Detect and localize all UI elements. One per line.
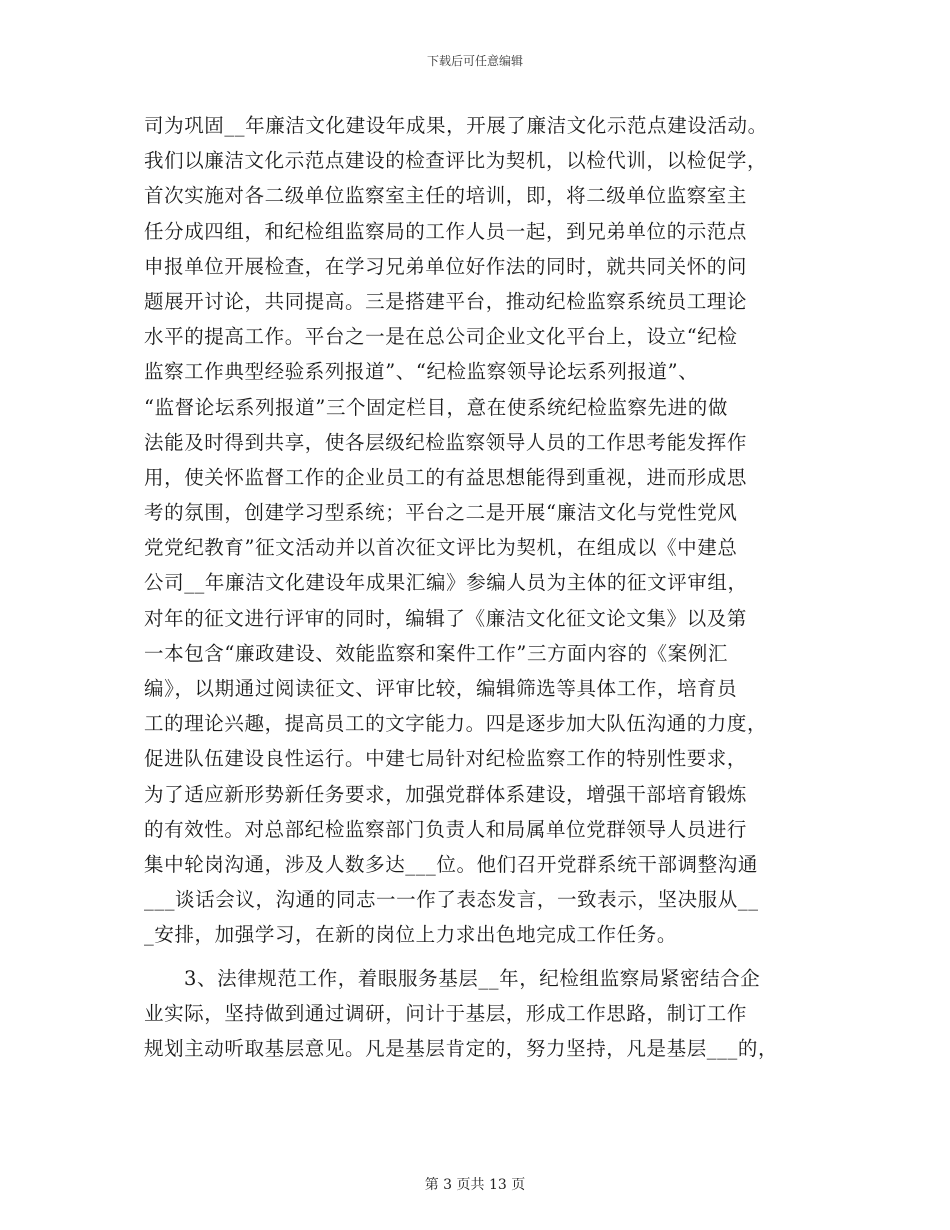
text-line: 工的理论兴趣，提高员工的文字能力。四是逐步加大队伍沟通的力度，: [144, 712, 768, 736]
text-line: 一本包含“廉政建设、效能监察和案件工作”三方面内容的《案例汇: [144, 641, 728, 665]
page-header: 下载后可任意编辑: [426, 54, 523, 68]
page-footer: 第 3 页共 13 页: [424, 1177, 526, 1193]
text-line: 党党纪教育”征文活动并以首次征文评比为契机，在组成以《中建总: [144, 536, 738, 560]
text-line: 监察工作典型经验系列报道”、“纪检监察领导论坛系列报道”、: [144, 360, 699, 384]
text-line: 首次实施对各二级单位监察室主任的培训，即，将二级单位监察室主: [144, 184, 748, 208]
text-line: 编》，以期通过阅读征文、评审比较，编辑筛选等具体工作，培育员: [144, 677, 738, 700]
text-line: _安排，加强学习，在新的岗位上力求出色地完成工作任务。: [144, 923, 677, 947]
text-line: ___谈话会议，沟通的同志一一作了表态发言，一致表示，坚决服从__: [144, 888, 759, 912]
text-line: 我们以廉洁文化示范点建设的检查评比为契机，以检代训，以检促学，: [144, 149, 768, 173]
text-line: 水平的提高工作。平台之一是在总公司企业文化平台上，设立“纪检: [144, 325, 738, 349]
text-line: 题展开讨论，共同提高。三是搭建平台，推动纪检监察系统员工理论: [144, 289, 748, 313]
paragraph-first-line: 3、法律规范工作，着眼服务基层__年，纪检组监察局紧密结合企: [184, 966, 761, 990]
paragraph-gap: [144, 953, 824, 961]
text-line: 为了适应新形势新任务要求，加强党群体系建设，增强干部培育锻炼: [144, 782, 748, 806]
text-line: 任分成四组，和纪检组监察局的工作人员一起，到兄弟单位的示范点: [144, 219, 748, 243]
text-line: 业实际，坚持做到通过调研，问计于基层，形成工作思路，制订工作: [144, 1001, 748, 1025]
text-line: 对年的征文进行评审的同时，编辑了《廉洁文化征文论文集》以及第: [144, 606, 748, 630]
text-line: 法能及时得到共享，使各层级纪检监察领导人员的工作思考能发挥作: [144, 430, 748, 454]
text-line: 用，使关怀监督工作的企业员工的有益思想能得到重视，进而形成思: [144, 465, 748, 489]
text-line: 考的氛围，创建学习型系统；平台之二是开展“廉洁文化与党性党风: [144, 501, 738, 525]
text-line: 公司__年廉洁文化建设年成果汇编》参编人员为主体的征文评审组，: [144, 571, 748, 595]
text-line: 申报单位开展检查，在学习兄弟单位好作法的同时，就共同关怀的问: [144, 254, 748, 278]
text-line: “监督论坛系列报道”三个固定栏目，意在使系统纪检监察先进的做: [144, 395, 728, 419]
text-line: 司为巩固__年廉洁文化建设年成果，开展了廉洁文化示范点建设活动。: [144, 114, 768, 137]
text-line: 规划主动听取基层意见。凡是基层肯定的，努力坚持，凡是基层___的，: [144, 1036, 779, 1060]
text-line: 促进队伍建设良性运行。中建七局针对纪检监察工作的特别性要求，: [144, 747, 748, 771]
body-text: [144, 108, 824, 1066]
text-line: 的有效性。对总部纪检监察部门负责人和局属单位党群领导人员进行: [144, 817, 748, 841]
text-line: 集中轮岗沟通，涉及人数多达___位。他们召开党群系统干部调整沟通: [144, 852, 758, 876]
